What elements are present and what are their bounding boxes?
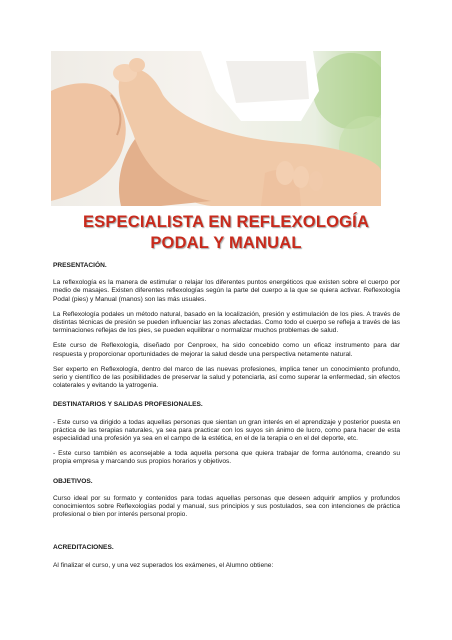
paragraph: Curso ideal por su formato y contenidos para todas aquellas personas que deseen adquirir amplios y profundos conocimientos sobre Reflexologías podal y manual, sus principios y sus postulados, sea con intenciones de práctica profesional o bien por interés personal propio.	[53, 494, 400, 519]
paragraph: Este curso de Reflexología, diseñado por Cenproex, ha sido concebido como un eficaz instrumento para dar respuesta y proporcionar oportunidades de mejorar la salud desde una perspectiva netamente natural.	[53, 342, 400, 358]
document-title	[30, 212, 422, 254]
title-line-2: PODAL Y MANUAL	[150, 234, 302, 252]
section-heading-presentacion: PRESENTACIÓN.	[53, 262, 107, 269]
section-heading-objetivos: OBJETIVOS.	[53, 477, 93, 485]
document-body	[53, 262, 400, 577]
paragraph: Al finalizar el curso, y una vez superados los exámenes, el Alumno obtiene:	[53, 561, 274, 569]
paragraph: La Reflexología podales un método natural, basado en la localización, presión y estimulación de los pies. A través de distintas técnicas de presión se pueden influenciar las zonas afectadas. Como todo el cuerpo se refleja a través de las terminaciones reflejas de los pies, se pueden equilibrar o normalizar muchos problemas de salud.	[53, 310, 400, 335]
section-heading-acreditaciones: ACREDITACIONES.	[53, 544, 114, 552]
title-line-1: ESPECIALISTA EN REFLEXOLOGÍA	[82, 213, 370, 231]
paragraph: - Este curso también es aconsejable a toda aquella persona que quiera trabajar de forma autónoma, creando su propia empresa y marcando sus propios horarios y objetivos.	[53, 450, 400, 466]
paragraph: - Este curso va dirigido a todas aquellas personas que sientan un gran interés en el aprendizaje y posterior puesta en práctica de las terapias naturales, ya sea para practicar con los suyos sin ánimo de lucro, como para hacer de esta especialidad una profesión ya sea en el campo de la estética, en el de la terapia o en el del deporte, etc.	[53, 418, 400, 443]
paragraph: La reflexología es la manera de estimular o relajar los diferentes puntos energéticos que existen sobre el cuerpo por medio de masajes. Existen diferentes reflexologías según la parte del cuerpo a la que se quiera activar. Reflexología Podal (pies) y Manual (manos) son las más usuales.	[53, 279, 400, 303]
header-photo-foot-massage	[51, 51, 381, 206]
section-heading-destinatarios: DESTINATARIOS Y SALIDAS PROFESIONALES.	[53, 401, 203, 409]
paragraph: Ser experto en Reflexología, dentro del marco de las nuevas profesiones, implica tener un conocimiento profundo, serio y científico de las posibilidades de preservar la salud y potenciarla, así como superar la enfermedad, sin efectos colaterales y evitando la yatrogenia.	[53, 365, 400, 390]
